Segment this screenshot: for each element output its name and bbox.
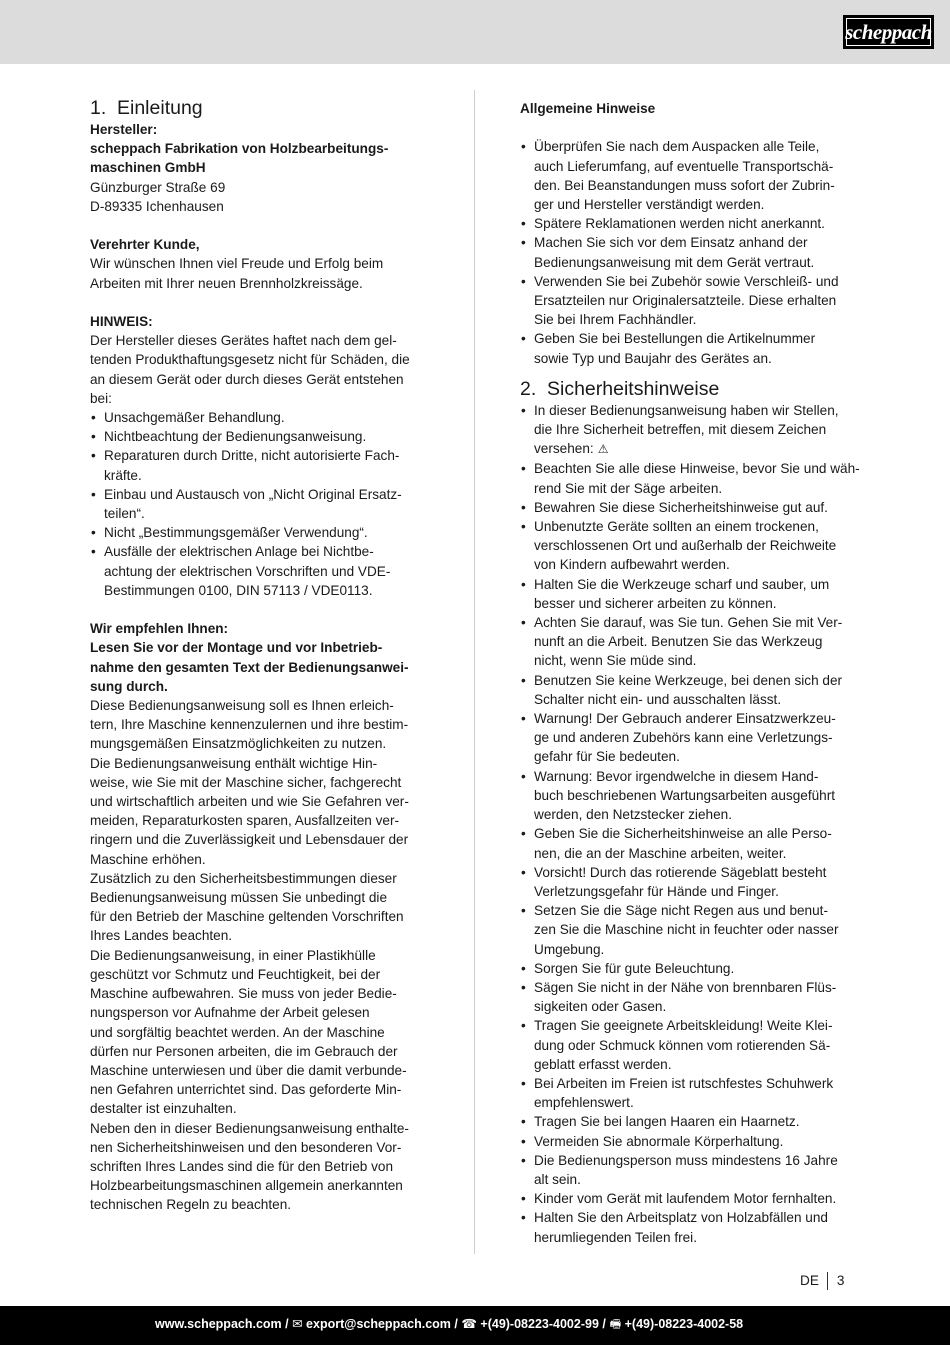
text-line: nungsperson vor Aufnahme der Arbeit gelesen <box>90 1005 370 1021</box>
paragraph <box>90 696 431 754</box>
text-line: auch Lieferumfang, auf eventuelle Transportschä- <box>534 158 834 174</box>
email-link[interactable]: export@scheppach.com <box>306 1317 451 1331</box>
text-line: Vermeiden Sie abnormale Körperhaltung. <box>534 1133 784 1149</box>
list-item <box>520 1132 860 1151</box>
text-line: Zusätzlich zu den Sicherheitsbestimmungen dieser <box>90 870 397 886</box>
safety-notes-list <box>520 401 860 460</box>
list-item <box>520 575 860 613</box>
text-line: nen Sicherheitshinweisen und den besonderen Vor- <box>90 1139 402 1155</box>
list-item <box>520 767 860 825</box>
list-item <box>90 427 431 446</box>
manufacturer-label: Hersteller: <box>90 122 158 137</box>
manufacturer-name-line: scheppach Fabrikation von Holzbearbeitungs- <box>90 141 389 157</box>
list-item <box>520 1189 860 1208</box>
text-line: bei: <box>90 390 112 406</box>
text-line: verschlossenen Ort und außerhalb der Reichweite <box>534 538 837 554</box>
page-info <box>800 1272 844 1290</box>
text-line: kräfte. <box>104 467 142 483</box>
list-item <box>90 542 431 600</box>
text-line: Bestimmungen 0100, DIN 57113 / VDE0113. <box>104 582 373 598</box>
text-line: rend Sie mit der Säge arbeiten. <box>534 480 723 496</box>
text-line: Ausfälle der elektrischen Anlage bei Nichtbe- <box>104 544 374 560</box>
note-bullet-list <box>90 408 431 600</box>
paragraph <box>90 1119 431 1215</box>
intro-paragraphs <box>90 696 431 1214</box>
text-line: Schalter nicht ein- und ausschalten lässt. <box>534 691 782 707</box>
text-line: Geben Sie bei Bestellungen die Artikelnummer <box>534 331 816 347</box>
list-item <box>520 272 860 330</box>
section-heading-introduction <box>90 96 431 120</box>
text-line: dung oder Schmuck können vom rotierenden Sä- <box>534 1037 831 1053</box>
text-line: Wir wünschen Ihnen viel Freude und Erfolg beim <box>90 256 384 272</box>
list-item <box>520 671 860 709</box>
text-line: nahme den gesamten Text der Bedienungsanwei- <box>90 659 409 675</box>
list-item <box>520 709 860 767</box>
phone-number: +(49)-08223-4002-99 <box>480 1317 599 1331</box>
text-line: den. Bei Beanstandungen muss sofort der Zubrin- <box>534 177 835 193</box>
text-line: technischen Regeln zu beachten. <box>90 1197 292 1213</box>
section-number: 2. <box>520 377 537 400</box>
text-line: die Ihre Sicherheit betreffen, mit diesem Zeichen <box>534 422 827 438</box>
greeting-text <box>90 254 431 292</box>
list-item <box>90 485 431 523</box>
text-line: sung durch. <box>90 678 168 694</box>
recommend-heading: Wir empfehlen Ihnen: <box>90 621 229 637</box>
text-line: gefahr für Sie bedeuten. <box>534 749 680 765</box>
paragraph <box>90 869 431 946</box>
text-line: und sorgfältig beachtet werden. An der Maschine <box>90 1024 385 1040</box>
envelope-icon: ✉ <box>292 1317 303 1331</box>
text-line: Benutzen Sie keine Werkzeuge, bei denen sich der <box>534 672 843 688</box>
text-line: weise, wie Sie mit der Maschine sicher, fachgerecht <box>90 774 402 790</box>
manufacturer-city: D-89335 Ichenhausen <box>90 198 224 214</box>
text-line: Spätere Reklamationen werden nicht anerkannt. <box>534 216 825 232</box>
text-line: werden, den Netzstecker ziehen. <box>534 807 732 823</box>
section-title: Einleitung <box>117 97 203 119</box>
paragraph <box>90 754 431 869</box>
text-line: Tragen Sie geeignete Arbeitskleidung! Weite Klei- <box>534 1018 833 1034</box>
list-item <box>520 1016 860 1074</box>
safety-notes-list <box>520 459 860 1246</box>
list-item <box>520 137 860 214</box>
list-item <box>520 1208 860 1246</box>
recommend-text <box>90 638 431 696</box>
text-line: Nicht „Bestimmungsgemäßer Verwendung“. <box>104 525 368 541</box>
list-item <box>520 863 860 901</box>
text-line: Überprüfen Sie nach dem Auspacken alle Teile, <box>534 139 820 155</box>
text-line: Achten Sie darauf, was Sie tun. Gehen Sie mit Ver- <box>534 615 843 631</box>
note-heading: HINWEIS: <box>90 314 153 329</box>
list-item <box>520 1112 860 1131</box>
list-item <box>520 498 860 517</box>
section-heading-safety <box>520 377 860 401</box>
page-footer <box>0 1306 950 1345</box>
page-number: 3 <box>836 1273 845 1288</box>
text-line: Arbeiten mit Ihrer neuen Brennholzkreissäge. <box>90 275 363 291</box>
separator: / <box>450 1317 462 1331</box>
text-line: Die Bedienungsperson muss mindestens 16 Jahre <box>534 1152 838 1168</box>
text-line: Verwenden Sie bei Zubehör sowie Verschleiß- und <box>534 273 839 289</box>
text-line: Neben den in dieser Bedienungsanweisung enthalte- <box>90 1120 409 1136</box>
list-item <box>520 329 860 367</box>
text-line: alt sein. <box>534 1171 581 1187</box>
list-item <box>520 824 860 862</box>
text-line: Nichtbeachtung der Bedienungsanweisung. <box>104 429 367 445</box>
text-line: Bedienungsanweisung mit dem Gerät vertraut. <box>534 254 815 270</box>
text-line: Warnung: Bevor irgendwelche in diesem Hand- <box>534 768 819 784</box>
warning-triangle-icon: ⚠ <box>597 442 609 457</box>
text-line: Tragen Sie bei langen Haaren ein Haarnetz. <box>534 1114 800 1130</box>
text-line: Lesen Sie vor der Montage und vor Inbetrieb- <box>90 640 383 656</box>
list-item <box>520 978 860 1016</box>
text-line: Verletzungsgefahr für Hände und Finger. <box>534 883 779 899</box>
text-line: dürfen nur Personen arbeiten, die im Gebrauch der <box>90 1043 398 1059</box>
fax-number: +(49)-08223-4002-58 <box>624 1317 744 1331</box>
text-line: empfehlenswert. <box>534 1095 634 1111</box>
text-line: Umgebung. <box>534 941 605 957</box>
note-text <box>90 331 431 408</box>
left-column <box>90 96 431 1215</box>
text-line: besser und sicherer arbeiten zu können. <box>534 595 777 611</box>
text-line: Kinder vom Gerät mit laufendem Motor fernhalten. <box>534 1191 837 1207</box>
text-line: ge und anderen Zubehörs kann eine Verletzungs- <box>534 730 833 746</box>
text-line: Halten Sie den Arbeitsplatz von Holzabfällen und <box>534 1210 828 1226</box>
text-line: und wirtschaftlich arbeiten und wie Sie Gefahren ver- <box>90 794 409 810</box>
text-line: Der Hersteller dieses Gerätes haftet nach dem gel- <box>90 333 397 349</box>
text-line: zen Sie die Maschine nicht in feuchter oder nasser <box>534 922 839 938</box>
column-divider <box>474 90 475 1254</box>
manufacturer-street: Günzburger Straße 69 <box>90 179 226 195</box>
text-line: Sägen Sie nicht in der Nähe von brennbaren Flüs- <box>534 979 837 995</box>
text-line: Holzbearbeitungsmaschinen allgemein anerkannten <box>90 1178 403 1194</box>
text-line: nen, die an der Maschine arbeiten, weiter. <box>534 845 787 861</box>
text-line: Maschine erhöhen. <box>90 851 206 867</box>
text-line: destalter ist einzuhalten. <box>90 1101 237 1117</box>
list-item <box>90 408 431 427</box>
text-line: Sie bei Ihrem Fachhändler. <box>534 312 697 328</box>
text-line: ringern und die Zuverlässigkeit und Lebensdauer der <box>90 832 409 848</box>
text-line: von Kindern aufbewahrt werden. <box>534 557 730 573</box>
list-item <box>520 214 860 233</box>
general-notes-heading: Allgemeine Hinweise <box>520 101 656 116</box>
list-item <box>520 459 860 497</box>
text-line: Bedienungsanweisung müssen Sie unbedingt die <box>90 890 388 906</box>
text-line: an diesem Gerät oder durch dieses Gerät entstehen <box>90 371 404 387</box>
text-line: versehen: <box>534 441 594 457</box>
separator: / <box>281 1317 293 1331</box>
paragraph <box>90 946 431 1119</box>
contact-line <box>155 1316 743 1332</box>
text-line: für den Betrieb der Maschine geltenden Vorschriften <box>90 909 404 925</box>
text-line: Setzen Sie die Säge nicht Regen aus und benut- <box>534 903 828 919</box>
general-notes-list <box>520 137 860 367</box>
text-line: buch beschriebenen Wartungsarbeiten ausgeführt <box>534 787 836 803</box>
text-line: Vorsicht! Durch das rotierende Sägeblatt besteht <box>534 864 827 880</box>
text-line: tern, Ihre Maschine kennenzulernen und ihre bestim- <box>90 717 409 733</box>
phone-icon: ☎ <box>461 1317 477 1331</box>
text-line: Die Bedienungsanweisung enthält wichtige Hin- <box>90 755 378 771</box>
text-line: In dieser Bedienungsanweisung haben wir Stellen, <box>534 402 839 418</box>
list-item <box>520 613 860 671</box>
text-line: Einbau und Austausch von „Nicht Original Ersatz- <box>104 486 402 502</box>
list-item <box>520 401 860 460</box>
page-header <box>0 0 950 64</box>
text-line: Ersatzteilen nur Originalersatzteile. Diese erhalten <box>534 293 837 309</box>
website-link[interactable]: www.scheppach.com <box>155 1317 282 1331</box>
text-line: geblatt erfasst werden. <box>534 1056 672 1072</box>
text-line: Halten Sie die Werkzeuge scharf und sauber, um <box>534 576 830 592</box>
text-line: herumliegenden Teilen frei. <box>534 1229 697 1245</box>
text-line: nunft an die Arbeit. Benutzen Sie das Werkzeug <box>534 634 823 650</box>
text-line: nen Gefahren unterrichtet sind. Das geforderte Min- <box>90 1082 402 1098</box>
text-line: Unsachgemäßer Behandlung. <box>104 410 285 426</box>
text-line: Unbenutzte Geräte sollten an einem trockenen, <box>534 519 819 535</box>
text-line: sowie Typ und Baujahr des Gerätes an. <box>534 350 772 366</box>
list-item <box>520 1151 860 1189</box>
list-item <box>90 446 431 484</box>
greeting-heading: Verehrter Kunde, <box>90 237 200 253</box>
fax-icon: 🖷 <box>609 1317 622 1331</box>
language-code: DE <box>800 1272 828 1290</box>
list-item <box>520 959 860 978</box>
text-line: Machen Sie sich vor dem Einsatz anhand der <box>534 235 808 251</box>
text-line: Bewahren Sie diese Sicherheitshinweise gut auf. <box>534 499 828 515</box>
text-line: mungsgemäßen Einsatzmöglichkeiten zu nutzen. <box>90 736 387 752</box>
list-item <box>520 517 860 575</box>
list-item <box>520 1074 860 1112</box>
list-item <box>90 523 431 542</box>
separator: / <box>598 1317 610 1331</box>
manufacturer-name-line: maschinen GmbH <box>90 160 206 176</box>
text-line: Maschine unterwiesen und über die damit verbunde- <box>90 1062 407 1078</box>
text-line: Bei Arbeiten im Freien ist rutschfestes Schuhwerk <box>534 1075 834 1091</box>
text-line: teilen“. <box>104 506 145 522</box>
text-line: Sorgen Sie für gute Beleuchtung. <box>534 960 735 976</box>
text-line: sigkeiten oder Gasen. <box>534 999 667 1015</box>
text-line: Beachten Sie alle diese Hinweise, bevor Sie und wäh- <box>534 461 860 477</box>
right-column <box>520 96 860 1247</box>
list-item <box>520 901 860 959</box>
text-line: meiden, Reparaturkosten sparen, Ausfallzeiten ver- <box>90 813 400 829</box>
text-line: Maschine aufbewahren. Sie muss von jeder Bedie- <box>90 986 397 1002</box>
text-line: Ihres Landes beachten. <box>90 928 233 944</box>
list-item <box>520 233 860 271</box>
text-line: Warnung! Der Gebrauch anderer Einsatzwerkzeu- <box>534 711 836 727</box>
text-line: nicht, wenn Sie müde sind. <box>534 653 697 669</box>
scheppach-logo: scheppach <box>843 15 934 49</box>
text-line: ger und Hersteller verständigt werden. <box>534 197 765 212</box>
text-line: tenden Produkthaftungsgesetz nicht für Schäden, die <box>90 352 410 368</box>
text-line: Diese Bedienungsanweisung soll es Ihnen erleich- <box>90 698 394 714</box>
text-line: Geben Sie die Sicherheitshinweise an alle Perso- <box>534 826 832 842</box>
text-line: schriften Ihres Landes sind die für den Betrieb von <box>90 1158 394 1174</box>
text-line: Die Bedienungsanweisung, in einer Plastikhülle <box>90 947 376 963</box>
text-line: geschützt vor Schmutz und Feuchtigkeit, bei der <box>90 966 381 982</box>
text-line: achtung der elektrischen Vorschriften und VDE- <box>104 563 391 579</box>
section-number: 1. <box>90 97 107 119</box>
text-line: Reparaturen durch Dritte, nicht autorisierte Fach- <box>104 448 400 464</box>
list-item-text <box>534 403 839 456</box>
section-title: Sicherheitshinweise <box>547 377 720 400</box>
